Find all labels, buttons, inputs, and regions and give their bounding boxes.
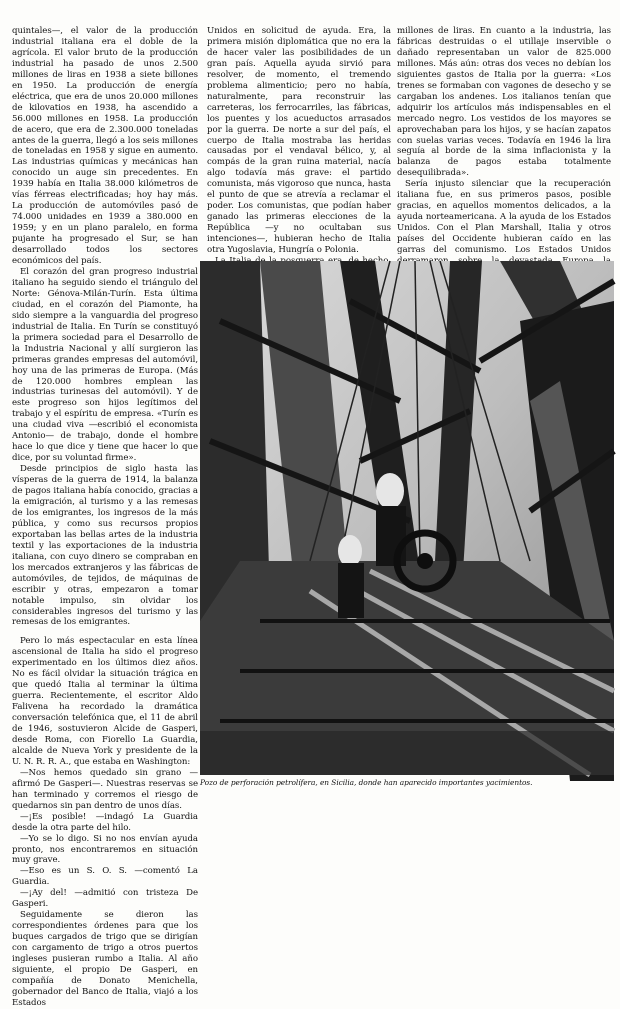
article-column-left bbox=[12, 26, 198, 1008]
paragraph: Unidos en solicitud de ayuda. Era, la primera misión diplomática que no era la de hacer valer las posibilidades de un gran país. Aquella ayuda sirvió para resolver, de momento, el tremendo problema alimenticio; pero no había, naturalmente, para reconstruir las carreteras, los ferrocarriles, las fábricas, los puentes y los acueductos arrasados por la guerra. De norte a sur del país, el cuerpo de Italia mostraba las heridas causadas por el vendaval bélico, y, al compás de la gran ruina material, nacía algo todavía más grave: el partido comunista, más vigoroso que nunca, hasta el punto de que se atrevía a reclamar el poder. Los comunistas, que podían haber ganado las primeras elecciones de la República —y no ocultaban sus intenciones—, hubieran hecho de Italia otra Yugoslavia, Hungría o Polonia. bbox=[207, 26, 391, 256]
paragraph: —¡Es posible! —indagó La Guardia desde la otra parte del hilo. bbox=[12, 811, 198, 833]
article-column-right bbox=[397, 26, 611, 258]
industrial-derrick-photo-icon bbox=[200, 261, 614, 775]
paragraph: Pero lo más espectacular en esta línea ascensional de Italia ha sido el progreso experimentado en los últimos diez años. No es fácil olvidar la situación trágica en que quedó Italia al terminar la última guerra. Recientemente, el escritor Aldo Falivena ha recordado la dramática conversación telefónica que, el 11 de abril de 1946, sostuvieron Alcide de Gasperi, desde Roma, con Fiorello La Guardia, alcalde de Nueva York y presidente de la U. N. R. R. A., que estaba en Washington: bbox=[12, 636, 198, 767]
paragraph: millones de liras. En cuanto a la industria, las fábricas destruidas o el utillaje inservible o dañado representaban un valor de 825.000 millones. Más aún: otras dos veces no debían los siguientes gastos de Italia por la guerra: «Los trenes se formaban con vagones de desecho y se cargaban los andenes. Los italianos tenían que adquirir los artículos más indispensables en el mercado negro. Los vestidos de los mayores se aprovechaban para los hijos, y se hacían zapatos con suelas varias veces. Todavía en 1946 la lira seguía al borde de la sima inflacionista y la balanza de pagos estaba totalmente desequilibrada». bbox=[397, 26, 611, 179]
paragraph: Seguidamente se dieron las correspondientes órdenes para que los buques cargados de trigo que se dirigían con cargamento de trigo a otros puertos ingleses pusieran rumbo a Italia. Al año siguiente, el propio De Gasperi, en compañía de Donato Menichella, gobernador del Banco de Italia, viajó a los Estados bbox=[12, 910, 198, 1008]
paragraph: —Eso es un S. O. S. —comentó La Guardia. bbox=[12, 866, 198, 888]
paragraph: Sería injusto silenciar que la recuperación italiana fue, en sus primeros pasos, posible gracias, en aquellos momentos delicados, a la ayuda norteamericana. A la ayuda de los Estados Unidos. Con el Plan Marshall, Italia y otros países del Occidente hubieran caído en las garras del comunismo. Los Estados Unidos bbox=[397, 179, 611, 256]
paragraph: —Yo se lo digo. Si no nos envían ayuda pronto, nos encontraremos en situación muy grave. bbox=[12, 833, 198, 866]
paragraph: —¡Ay del! —admitió con tristeza De Gasperi. bbox=[12, 888, 198, 910]
paragraph: —Nos hemos quedado sin grano —afirmó De Gasperi—. Nuestras reservas se han terminado y corremos el riesgo de quedarnos sin pan dentro de unos días. bbox=[12, 767, 198, 811]
paragraph: El corazón del gran progreso industrial italiano ha seguido siendo el triángulo del Norte: Génova-Milán-Turín. Esta última ciudad, en el corazón del Piamonte, ha sido siempre a la vanguardia del progreso industrial de Italia. En Turín se constituyó la primera sociedad para el Desarrollo de la Industria Nacional y allí surgieron las primeras grandes empresas del automóvil, hoy una de las primeras de Europa. (Más de 120.000 hombres emplean las industrias turinesas del automóvil). Y de este progreso son hijos legítimos del trabajo y el espíritu de empresa. «Turín es una ciudad viva —escribió el economista Antonio— de trabajo, donde el hombre hace lo que dice y tiene que hacer lo que dice, por su voluntad firme». bbox=[12, 266, 198, 464]
photo-caption: Pozo de perforación petrolífera, en Sicilia, donde han aparecido importantes yacimientos. bbox=[200, 778, 533, 787]
oil-derrick-photo bbox=[200, 261, 614, 775]
paragraph: Desde principios de siglo hasta las vísperas de la guerra de 1914, la balanza de pagos italiana había conocido, gracias a la emigración, al turismo y a las remesas de los emigrantes, los ingresos de la más pública, y como sus recursos propios exportaban las bellas artes de la industria textil y las exportaciones de la industria italiana, con cuyo dinero se compraban en los mercados extranjeros y las fábricas de automóviles, de tejidos, de máquinas de escribir y otras, empezaron a tomar notable impulso, sin olvidar los considerables ingresos del turismo y las remesas de los emigrantes. bbox=[12, 464, 198, 628]
article-column-middle bbox=[207, 26, 391, 258]
paragraph: quintales—, el valor de la producción industrial italiana era el doble de la agrícola. El valor bruto de la producción industrial ha pasado de unos 2.500 millones de liras en 1938 a siete billones en 1950. La producción de energía eléctrica, que era de unos 20.000 millones de kilovatios en 1938, ha ascendido a 56.000 millones en 1958. La producción de acero, que era de 2.300.000 toneladas antes de la guerra, llegó a los seis millones de toneladas en 1958 y sigue en aumento. Las industrias químicas y mecánicas han conocido un auge sin precedentes. En 1939 había en Italia 38.000 kilómetros de vías férreas electrificadas; hoy hay más. La producción de automóviles pasó de 74.000 unidades en 1939 a 380.000 en 1959; y en un plano paralelo, en forma pujante ha progresado el Sur, se han desarrollado todos los sectores económicos del país. bbox=[12, 26, 198, 267]
